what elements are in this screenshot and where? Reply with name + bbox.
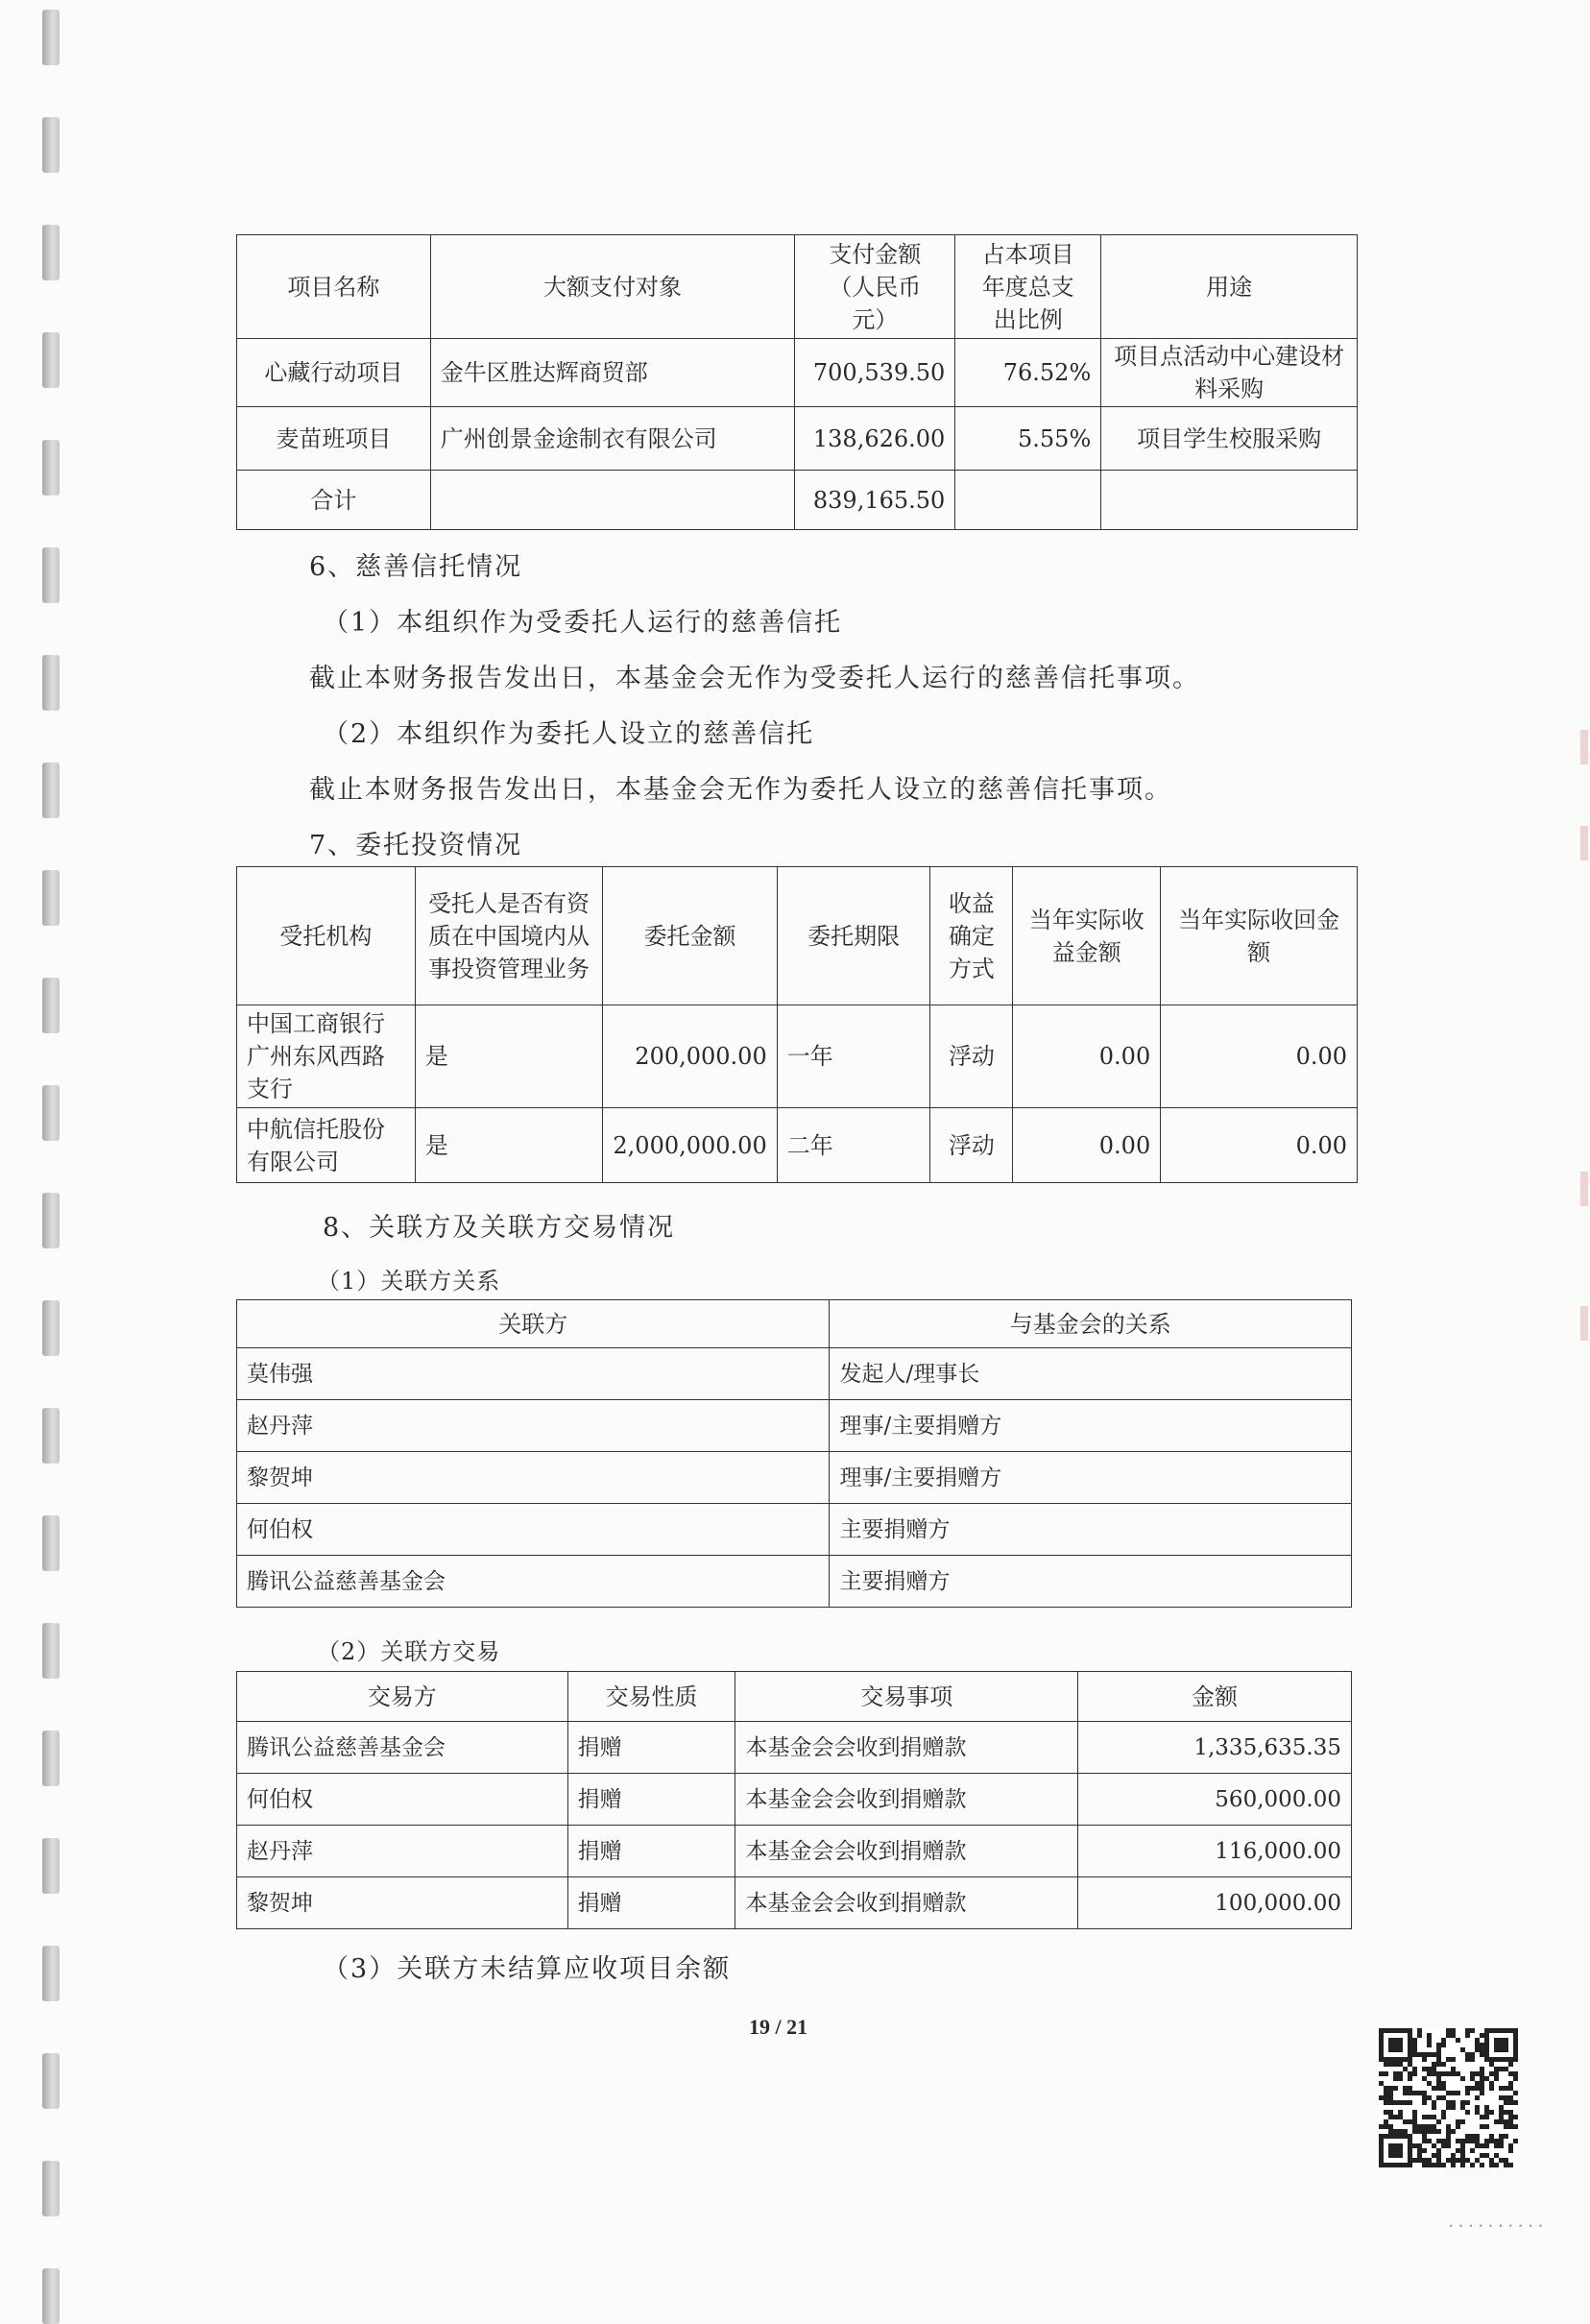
qr-cell	[1456, 2124, 1460, 2129]
qr-cell	[1451, 2163, 1456, 2167]
cell: 本基金会会收到捐赠款	[735, 1877, 1078, 1929]
table-row	[237, 1722, 1352, 1774]
qr-cell	[1441, 2115, 1446, 2119]
cell: 捐赠	[567, 1774, 735, 1826]
table-header-row	[237, 867, 1358, 1005]
binding-mark	[42, 440, 60, 496]
table-header-row	[237, 1300, 1352, 1348]
cell: 是	[415, 1108, 603, 1183]
table-header-row	[237, 1672, 1352, 1722]
binding-mark	[42, 870, 60, 926]
qr-cell	[1422, 2100, 1427, 2105]
qr-cell	[1513, 2057, 1518, 2062]
qr-cell	[1484, 2115, 1489, 2119]
cell: 0.00	[1013, 1005, 1161, 1108]
cell: 麦苗班项目	[237, 407, 431, 471]
binding-mark	[42, 2053, 60, 2109]
table-row	[237, 1504, 1352, 1556]
binding-mark	[42, 2268, 60, 2324]
cell: 浮动	[930, 1108, 1013, 1183]
section-8-sub1: （1）关联方关系	[317, 1268, 501, 1295]
table-row	[237, 1452, 1352, 1504]
qr-code-image	[1379, 2028, 1518, 2167]
binding-mark	[42, 225, 60, 280]
table-row	[237, 1005, 1358, 1108]
section-6-sub1: （1）本组织作为受委托人运行的慈善信托	[323, 608, 843, 638]
qr-cell	[1408, 2076, 1412, 2081]
cell: 项目学生校服采购	[1101, 407, 1358, 471]
qr-cell	[1436, 2129, 1441, 2134]
table-total-row	[237, 471, 1358, 530]
table-row	[237, 1556, 1352, 1608]
table-row	[237, 407, 1358, 471]
section-8-sub2: （2）关联方交易	[317, 1638, 501, 1665]
cell: 0.00	[1161, 1005, 1358, 1108]
cell: 主要捐赠方	[830, 1504, 1352, 1556]
qr-cell	[1422, 2148, 1427, 2153]
qr-cell	[1470, 2163, 1475, 2167]
binding-mark	[42, 10, 60, 65]
qr-cell	[1504, 2047, 1508, 2052]
cell: 0.00	[1013, 1108, 1161, 1183]
cell: 赵丹萍	[237, 1400, 830, 1452]
cell: 中国工商银行广州东风西路支行	[237, 1005, 416, 1108]
qr-cell	[1508, 2062, 1513, 2067]
cell: 76.52%	[955, 339, 1101, 407]
cell: 5.55%	[955, 407, 1101, 471]
cell: 项目点活动中心建设材料采购	[1101, 339, 1358, 407]
qr-cell	[1508, 2163, 1513, 2167]
cell: 浮动	[930, 1005, 1013, 1108]
header-cell: 交易方	[237, 1672, 568, 1722]
binding-mark	[42, 1838, 60, 1894]
binding-mark	[42, 117, 60, 173]
qr-cell	[1470, 2057, 1475, 2062]
cell: 合计	[237, 471, 431, 530]
header-cell: 支付金额 （人民币 元）	[795, 235, 955, 339]
section-8-title: 8、关联方及关联方交易情况	[323, 1213, 676, 1243]
table-row	[237, 1108, 1358, 1183]
related-party-transactions-table	[236, 1671, 1352, 1929]
qr-cell	[1393, 2086, 1398, 2091]
cell: 200,000.00	[603, 1005, 777, 1108]
qr-cell	[1436, 2119, 1441, 2124]
qr-cell	[1465, 2033, 1470, 2038]
binding-mark	[42, 1515, 60, 1571]
header-cell: 项目名称	[237, 235, 431, 339]
qr-cell	[1470, 2148, 1475, 2153]
qr-cell	[1451, 2057, 1456, 2062]
cell: 560,000.00	[1078, 1774, 1352, 1826]
cell: 赵丹萍	[237, 1826, 568, 1877]
header-cell: 交易事项	[735, 1672, 1078, 1722]
qr-cell	[1427, 2043, 1432, 2047]
cell: 2,000,000.00	[603, 1108, 777, 1183]
table-row	[237, 1826, 1352, 1877]
cell: 腾讯公益慈善基金会	[237, 1556, 830, 1608]
qr-cell	[1398, 2047, 1403, 2052]
cell: 700,539.50	[795, 339, 955, 407]
qr-cell	[1513, 2091, 1518, 2095]
binding-mark	[42, 978, 60, 1033]
cell: 138,626.00	[795, 407, 955, 471]
binding-mark	[42, 1408, 60, 1464]
table-row	[237, 1348, 1352, 1400]
cell	[955, 471, 1101, 530]
qr-cell	[1465, 2091, 1470, 2095]
qr-cell	[1513, 2139, 1518, 2143]
cell: 黎贺坤	[237, 1452, 830, 1504]
cell: 广州创景金途制衣有限公司	[430, 407, 795, 471]
qr-cell	[1460, 2076, 1465, 2081]
binding-mark	[42, 1623, 60, 1679]
edge-stamp-marks	[1577, 711, 1590, 1440]
cell	[1101, 471, 1358, 530]
binding-mark	[42, 332, 60, 388]
qr-cell	[1398, 2076, 1403, 2081]
qr-cell	[1456, 2091, 1460, 2095]
qr-cell	[1475, 2095, 1480, 2100]
qr-cell	[1465, 2100, 1470, 2105]
cell: 100,000.00	[1078, 1877, 1352, 1929]
qr-cell	[1398, 2153, 1403, 2158]
qr-cell	[1484, 2124, 1489, 2129]
qr-cell	[1384, 2071, 1388, 2076]
section-8-sub3: （3）关联方未结算应收项目余额	[323, 1954, 732, 1984]
cell: 理事/主要捐赠方	[830, 1452, 1352, 1504]
qr-cell	[1489, 2110, 1494, 2115]
cell: 心藏行动项目	[237, 339, 431, 407]
related-parties-table	[236, 1299, 1352, 1608]
cell: 何伯权	[237, 1504, 830, 1556]
section-7-title: 7、委托投资情况	[309, 831, 523, 860]
header-cell: 受托人是否有资质在中国境内从事投资管理业务	[415, 867, 603, 1005]
qr-cell	[1513, 2124, 1518, 2129]
qr-cell	[1499, 2143, 1504, 2148]
cell: 莫伟强	[237, 1348, 830, 1400]
qr-cell	[1451, 2105, 1456, 2110]
qr-cell	[1484, 2143, 1489, 2148]
qr-cell	[1504, 2134, 1508, 2139]
qr-cell	[1460, 2163, 1465, 2167]
table-row	[237, 1400, 1352, 1452]
section-6-text2: 截止本财务报告发出日，本基金会无作为委托人设立的慈善信托事项。	[309, 775, 1172, 805]
qr-cell	[1513, 2076, 1518, 2081]
qr-cell	[1513, 2100, 1518, 2105]
binding-mark	[42, 547, 60, 603]
section-6-sub2: （2）本组织作为委托人设立的慈善信托	[323, 719, 815, 749]
table-row	[237, 339, 1358, 407]
qr-cell	[1470, 2028, 1475, 2033]
qr-cell	[1494, 2163, 1499, 2167]
cell: 捐赠	[567, 1826, 735, 1877]
binding-mark	[42, 1085, 60, 1141]
binding-mark	[42, 1731, 60, 1786]
cell: 1,335,635.35	[1078, 1722, 1352, 1774]
binding-mark	[42, 1946, 60, 2001]
binding-mark	[42, 1193, 60, 1248]
header-cell: 当年实际收益金额	[1013, 867, 1161, 1005]
cell	[430, 471, 795, 530]
cell: 何伯权	[237, 1774, 568, 1826]
qr-cell	[1432, 2105, 1436, 2110]
header-cell: 用途	[1101, 235, 1358, 339]
cell: 理事/主要捐赠方	[830, 1400, 1352, 1452]
qr-cell	[1441, 2043, 1446, 2047]
binding-mark	[42, 1300, 60, 1356]
qr-cell	[1446, 2143, 1451, 2148]
qr-cell	[1451, 2129, 1456, 2134]
qr-cell	[1441, 2163, 1446, 2167]
cell: 本基金会会收到捐赠款	[735, 1826, 1078, 1877]
header-cell: 占本项目 年度总支 出比例	[955, 235, 1101, 339]
cell: 0.00	[1161, 1108, 1358, 1183]
cell: 金牛区胜达辉商贸部	[430, 339, 795, 407]
header-cell: 关联方	[237, 1300, 830, 1348]
cell: 839,165.50	[795, 471, 955, 530]
binding-mark	[42, 655, 60, 711]
qr-cell	[1494, 2076, 1499, 2081]
qr-cell	[1489, 2086, 1494, 2091]
header-cell: 委托期限	[777, 867, 930, 1005]
header-cell: 当年实际收回金额	[1161, 867, 1358, 1005]
cell: 腾讯公益慈善基金会	[237, 1722, 568, 1774]
cell: 发起人/理事长	[830, 1348, 1352, 1400]
cell: 116,000.00	[1078, 1826, 1352, 1877]
qr-cell	[1412, 2071, 1417, 2076]
qr-cell	[1513, 2115, 1518, 2119]
cell: 一年	[777, 1005, 930, 1108]
qr-cell	[1480, 2091, 1484, 2095]
qr-cell	[1508, 2148, 1513, 2153]
qr-cell	[1460, 2119, 1465, 2124]
header-cell: 交易性质	[567, 1672, 735, 1722]
section-6-text1: 截止本财务报告发出日，本基金会无作为受委托人运行的慈善信托事项。	[309, 664, 1200, 693]
page-number: 19 / 21	[749, 2015, 808, 2039]
binding-mark	[42, 763, 60, 818]
cell: 本基金会会收到捐赠款	[735, 1722, 1078, 1774]
qr-cell	[1417, 2033, 1422, 2038]
cell: 主要捐赠方	[830, 1556, 1352, 1608]
binding-marks	[38, 0, 67, 2246]
cell: 黎贺坤	[237, 1877, 568, 1929]
cell: 是	[415, 1005, 603, 1108]
large-payments-table	[236, 234, 1358, 530]
cell: 中航信托股份有限公司	[237, 1108, 416, 1183]
qr-cell	[1456, 2038, 1460, 2043]
qr-cell	[1408, 2100, 1412, 2105]
cell: 本基金会会收到捐赠款	[735, 1774, 1078, 1826]
binding-mark	[42, 2161, 60, 2216]
watermark-text: ..........	[1448, 2209, 1548, 2232]
entrusted-investment-table	[236, 866, 1358, 1183]
qr-cell	[1480, 2163, 1484, 2167]
header-cell: 金额	[1078, 1672, 1352, 1722]
cell: 捐赠	[567, 1722, 735, 1774]
header-cell: 委托金额	[603, 867, 777, 1005]
qr-cell	[1441, 2062, 1446, 2067]
header-cell: 与基金会的关系	[830, 1300, 1352, 1348]
qr-cell	[1422, 2057, 1427, 2062]
qr-cell	[1465, 2110, 1470, 2115]
qr-cell	[1408, 2163, 1412, 2167]
table-row	[237, 1774, 1352, 1826]
header-cell: 大额支付对象	[430, 235, 795, 339]
cell: 二年	[777, 1108, 930, 1183]
header-cell: 收益确定方式	[930, 867, 1013, 1005]
table-row	[237, 1877, 1352, 1929]
cell: 捐赠	[567, 1877, 735, 1929]
header-cell: 受托机构	[237, 867, 416, 1005]
table-header-row	[237, 235, 1358, 339]
section-6-title: 6、慈善信托情况	[309, 552, 523, 582]
